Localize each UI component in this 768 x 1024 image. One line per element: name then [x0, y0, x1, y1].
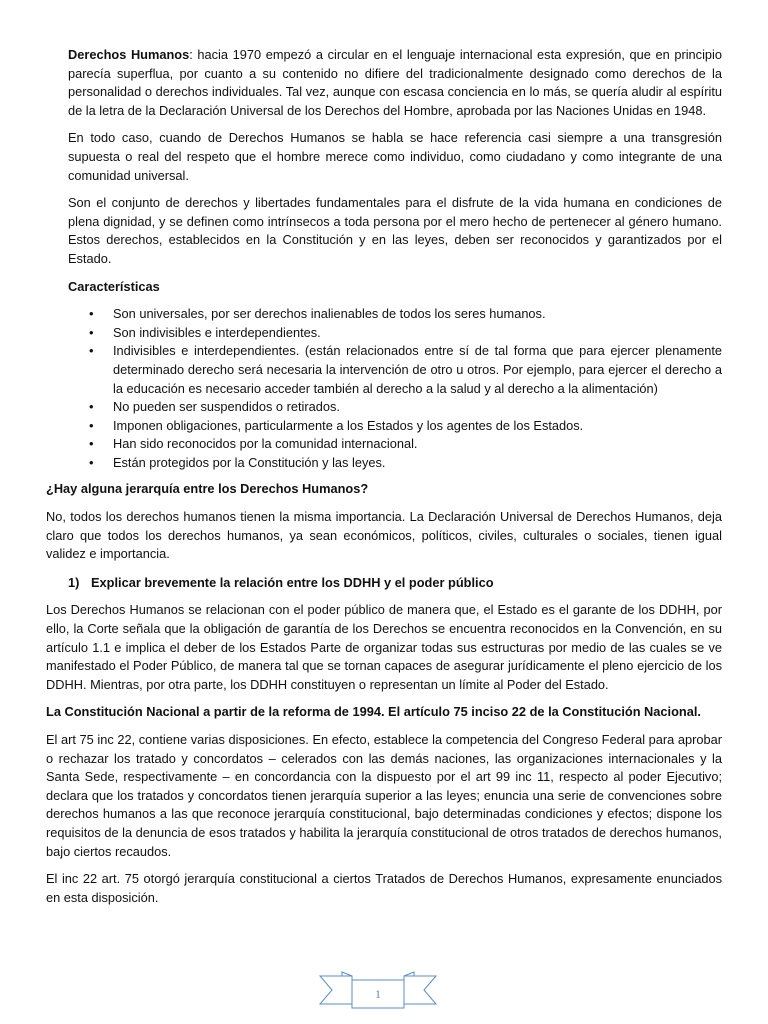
paragraph-art-75-inc-22: El art 75 inc 22, contiene varias disposiciones. En efecto, establece la competencia del Congreso Federal para aprobar o rechazar los tratado y concordatos – celerados con las demás naciones, las organizaciones internacionales y la Santa Sede, respectivamente – en concordancia con la dispuesto por el art 99 inc 11, respecto al poder Ejecutivo; declara que los tratados y concordatos tienen jerarquía superior a las leyes; enuncia una serie de convenciones sobre derechos humanos a las que reconoce jerarquía constitucional, bajo determinadas condiciones y efectos; dispone los requisitos de la denuncia de esos tratados y habilita la jerarquía constitucional de otros tratados de derechos humanos, bajo ciertos recaudos. [46, 732, 722, 859]
constitucion-heading: La Constitución Nacional a partir de la reforma de 1994. El artículo 75 inciso 22 de la Constitución Nacional. [46, 704, 701, 720]
paragraph-transgresion: En todo caso, cuando de Derechos Humanos se habla se hace referencia casi siempre a una transgresión supuesta o real del respeto que el hombre merece como individuo, como ciudadano y como integrante de una comunidad universal. [68, 130, 722, 183]
jerarquia-heading: ¿Hay alguna jerarquía entre los Derechos Humanos? [46, 481, 369, 497]
list-item: • Son indivisibles e interdependientes. [113, 324, 722, 343]
caracteristicas-list [46, 305, 722, 472]
term-derechos-humanos: Derechos Humanos [68, 47, 190, 62]
list-item: • Son universales, por ser derechos inalienables de todos los seres humanos. [113, 305, 722, 324]
question-1-heading [46, 574, 722, 593]
paragraph-conjunto-derechos: Son el conjunto de derechos y libertades fundamentales para el disfrute de la vida humana en condiciones de plena dignidad, y se definen como intrínsecos a toda persona por el mero hecho de pertenecer al género humano. Estos derechos, establecidos en la Constitución y en las leyes, deben ser reconocidos y garantizados por el Estado. [68, 195, 722, 266]
page-footer [318, 970, 438, 1010]
intro-text: : hacia 1970 empezó a circular en el lenguaje internacional esta expresión, que en principio parecía superflua, por cuanto a su contenido no difiere del tradicionalmente designado como derechos de la personalidad o derechos individuales. Tal vez, aunque con escasa conciencia en lo más, se quería aludir al espíritu de la letra de la Declaración Universal de los Derechos del Hombre, aprobada por las Naciones Unidas en 1948. [68, 47, 722, 118]
list-item: • Imponen obligaciones, particularmente a los Estados y los agentes de los Estados. [113, 417, 722, 436]
list-item: • Han sido reconocidos por la comunidad internacional. [113, 435, 722, 454]
paragraph-poder-publico: Los Derechos Humanos se relacionan con el poder público de manera que, el Estado es el garante de los DDHH, por ello, la Corte señala que la obligación de garantía de los Derechos se encuentra reconocidos en la Convención, en su artículo 1.1 e implica el deber de los Estados Parte de organizar todas sus estructuras por medio de las cuales se ve manifestado el Poder Público, de manera tal que se tornan capaces de asegurar jurídicamente el pleno ejercicio de los DDHH. Mientras, por otra parte, los DDHH constituyen o representan un límite al Poder del Estado. [46, 602, 722, 692]
paragraph-derechos-humanos-intro [46, 46, 722, 120]
list-item: • Indivisibles e interdependientes. (están relacionados entre sí de tal forma que para ejercer plenamente determinado derecho será necesaria la intervención de otro u otros. Por ejemplo, para ejercer el derecho a la educación es necesario acceder también al derecho a la salud y al derecho a la alimentación) [113, 342, 722, 398]
paragraph-jerarquia-constitucional: El inc 22 art. 75 otorgó jerarquía constitucional a ciertos Tratados de Derechos Humanos, expresamente enunciados en esta disposición. [46, 871, 722, 905]
page-number: 1 [375, 987, 381, 1001]
caracteristicas-heading: Características [68, 278, 160, 294]
question-text: Explicar brevemente la relación entre los DDHH y el poder público [91, 574, 494, 590]
paragraph-misma-importancia: No, todos los derechos humanos tienen la misma importancia. La Declaración Universal de Derechos Humanos, deja claro que todos los derechos humanos, ya sean económicos, políticos, civiles, culturales o sociales, tienen igual validez e importancia. [46, 509, 722, 562]
list-item: • No pueden ser suspendidos o retirados. [113, 398, 722, 417]
list-item: • Están protegidos por la Constitución y las leyes. [113, 454, 722, 473]
document-page [46, 46, 722, 916]
question-number: 1) [68, 574, 80, 590]
